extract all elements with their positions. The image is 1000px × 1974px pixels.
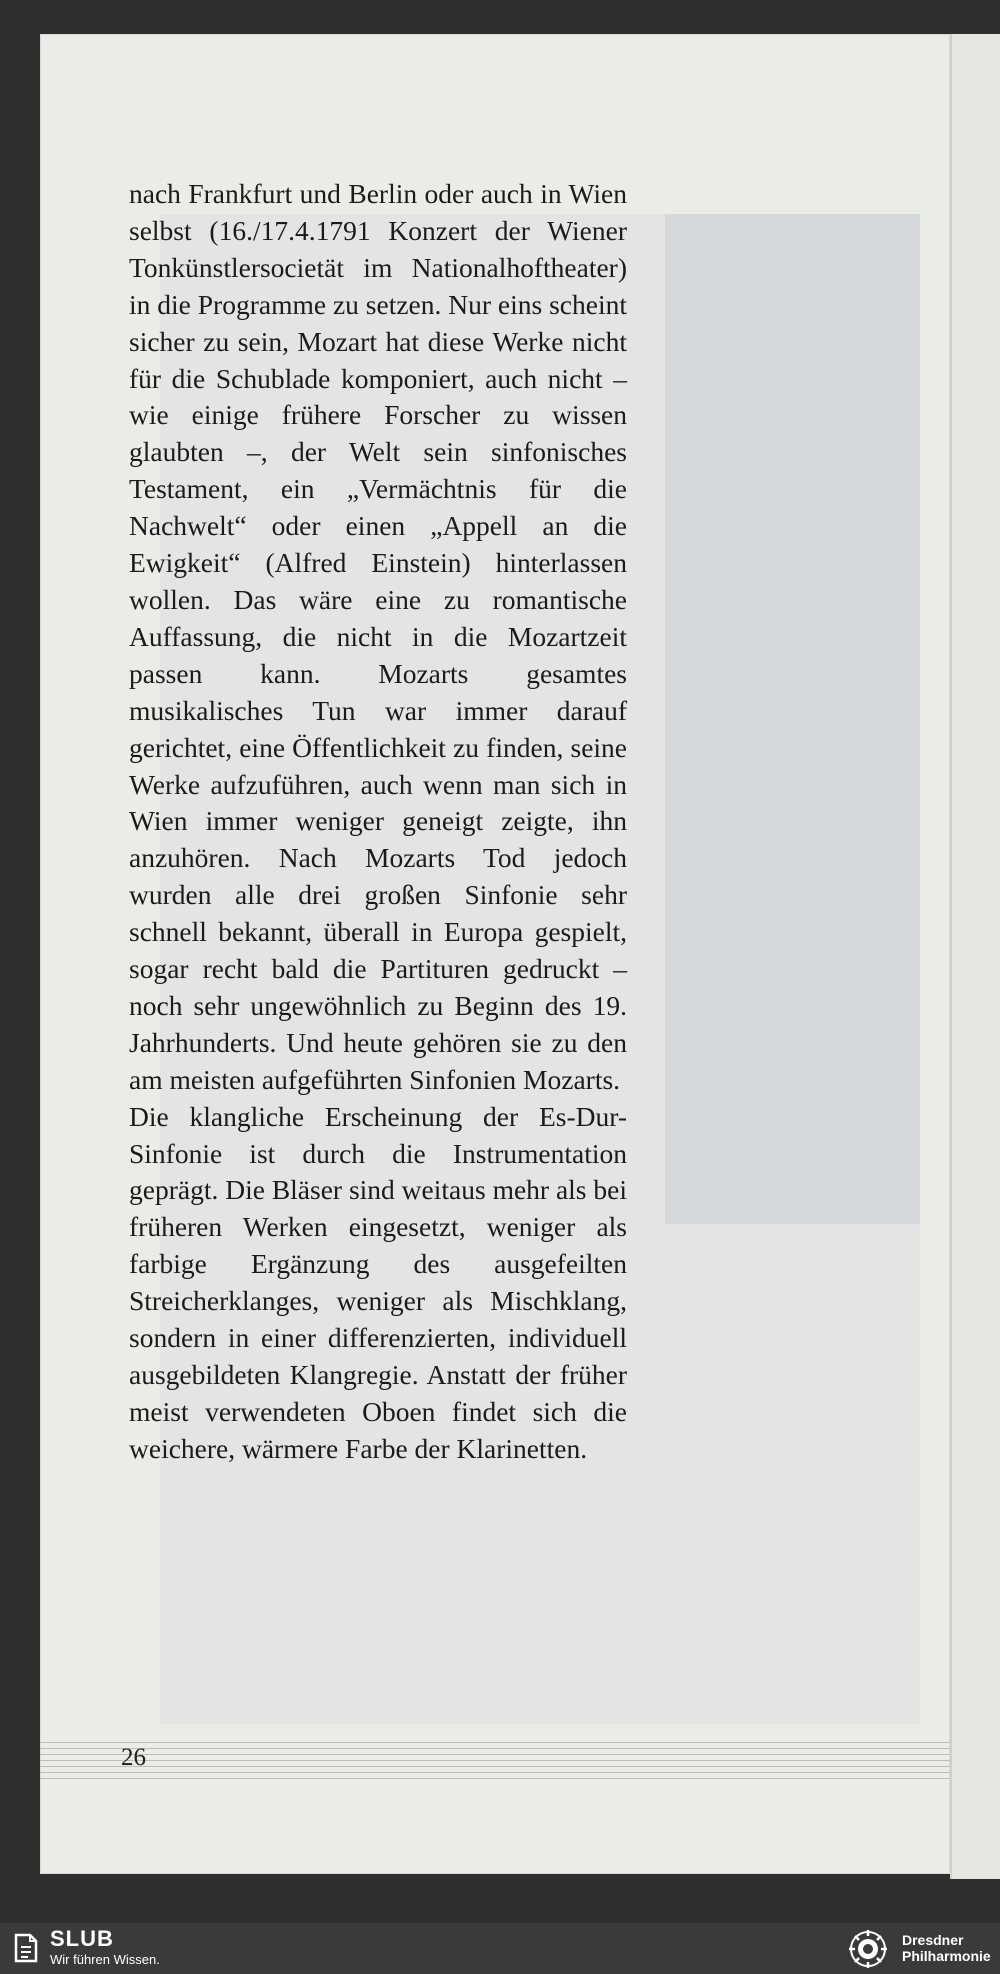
paragraph-1: nach Frankfurt und Berlin oder auch in Wien selbst (16./17.4.1791 Konzert der Wiener Tonkünstlersocietät im Nationalhoftheater) in die Programme zu setzen. Nur eins scheint sicher zu sein, Mozart hat diese Werke nicht für die Schublade komponiert, auch nicht – wie einige frühere Forscher zu wissen glaubten –, der Welt sein sinfonisches Testament, ein „Vermächtnis für die Nachwelt“ oder einen „Appell an die Ewigkeit“ (Alfred Einstein) hinterlassen wollen. Das wäre eine zu romantische Auffassung, die nicht in die Mozartzeit passen kann. Mozarts gesamtes musikalisches Tun war immer darauf gerichtet, eine Öffentlichkeit zu finden, seine Werke aufzuführen, auch wenn man sich in Wien immer weniger geneigt zeigte, ihn anzuhören. Nach Mozarts Tod jedoch wurden alle drei großen Sinfonie sehr schnell bekannt, überall in Europa gespielt, sogar recht bald die Partituren gedruckt – noch sehr ungewöhnlich zu Beginn des 19. Jahrhunderts. Und heute gehören sie zu den am meisten aufgeführten Sinfonien Mozarts. [129,178,627,1095]
partner-name-line2: Philharmonie [902,1948,991,1964]
page-number: 26 [121,1744,146,1771]
dresdner-philharmonie-logo-icon [843,1928,893,1970]
partner-name-line1: Dresdner [902,1932,964,1948]
library-tagline: Wir führen Wissen. [50,1952,160,1967]
slub-logo-icon [12,1931,40,1965]
footer-rules [40,1742,950,1784]
footer-rule [40,1778,950,1779]
footer-rule [40,1754,950,1755]
footer-rule [40,1772,950,1773]
footer-rule [40,1760,950,1761]
next-page-edge [950,34,1000,1879]
library-name: SLUB [50,1926,114,1951]
paragraph-2: Die klangliche Erscheinung der Es-Dur-Sinfonie ist durch die Instrumentation geprägt. Die Bläser sind weitaus mehr als bei früheren Werken eingesetzt, weniger als farbige Ergänzung des ausgefeilten Streicherklanges, weniger als Mischklang, sondern in einer differenzierten, individuell ausgebildeten Klangregie. Anstatt der früher meist verwendeten Oboen findet sich die weichere, wärmere Farbe der Klarinetten. [129,1100,627,1464]
footer-rule [40,1742,950,1743]
body-text [129,176,627,1468]
show-through-image [665,214,920,1224]
footer-rule [40,1766,950,1767]
footer-rule [40,1748,950,1749]
partner-name [902,1932,991,1964]
footer-banner [0,1923,1000,1974]
